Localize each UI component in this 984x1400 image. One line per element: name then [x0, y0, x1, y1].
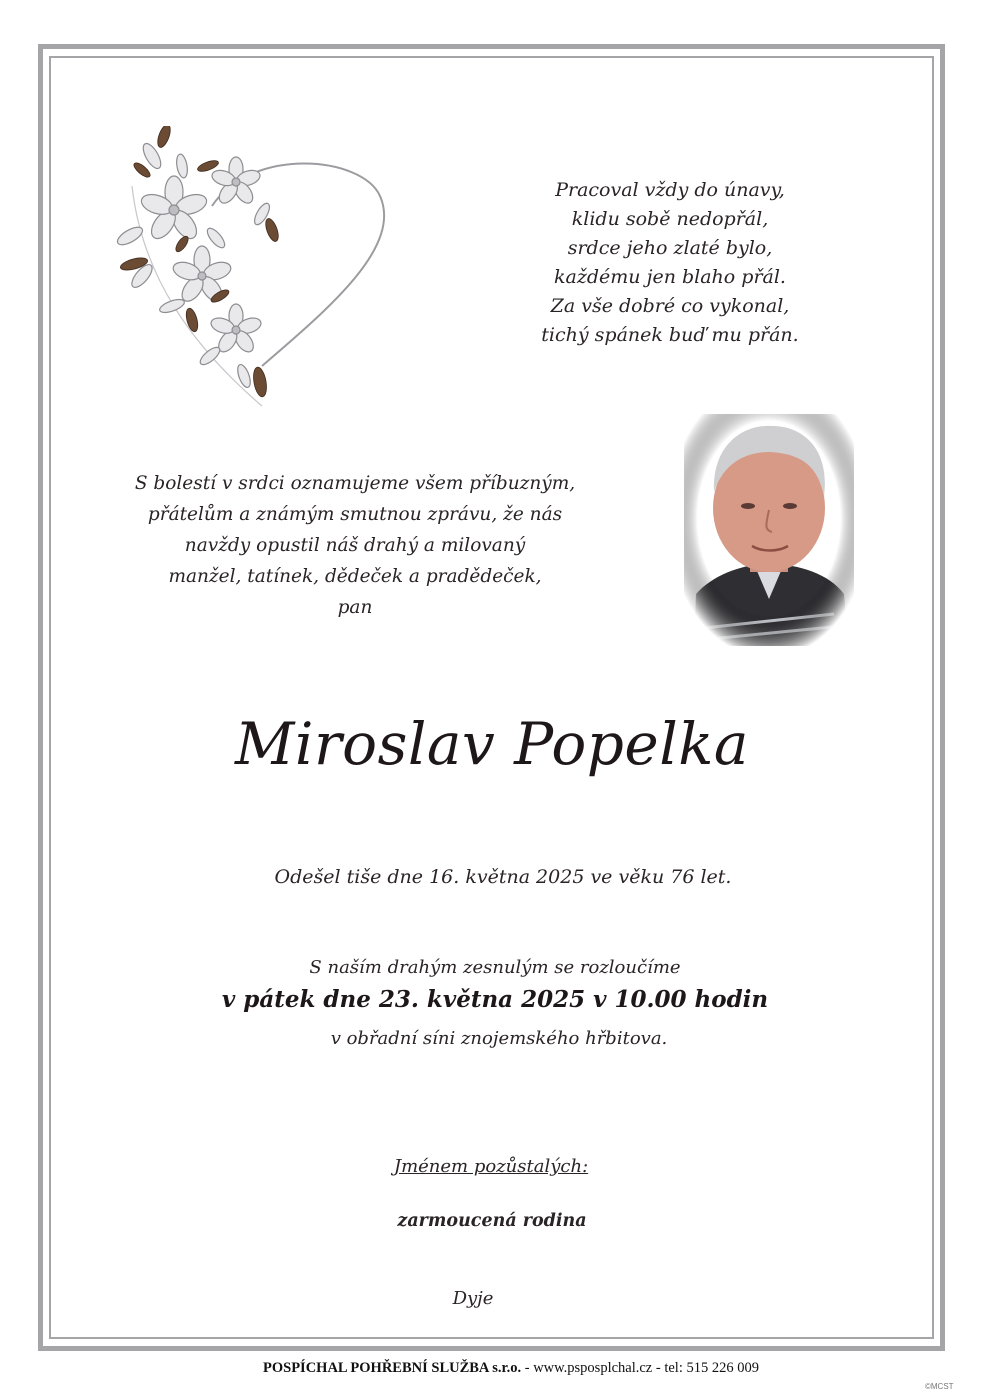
- announcement-text: [130, 468, 580, 623]
- verse-line: Pracoval vždy do únavy,: [555, 179, 785, 201]
- verse-line: klidu sobě nedopřál,: [571, 208, 769, 230]
- verse-line: srdce jeho zlaté bylo,: [567, 237, 773, 259]
- footer: [0, 1360, 984, 1377]
- corner-mark: ©MCST: [925, 1382, 954, 1391]
- announcement-line: pan: [337, 597, 373, 618]
- family-label: zarmoucená rodina: [397, 1211, 587, 1231]
- farewell-date-time: v pátek dne 23. května 2025 v 10.00 hodin: [221, 986, 769, 1013]
- heart-flowers-ornament-icon: [112, 126, 392, 411]
- verse-line: každému jen blaho přál.: [554, 266, 786, 288]
- town-name: Dyje: [452, 1288, 494, 1309]
- verse-line: Za vše dobré co vykonal,: [550, 295, 790, 317]
- announcement-line: navždy opustil náš drahý a milovaný: [184, 535, 526, 556]
- passed-away-text: Odešel tiše dne 16. května 2025 ve věku 76 let.: [274, 866, 732, 888]
- verse-line: tichý spánek buď mu přán.: [541, 324, 799, 346]
- announcement-line: manžel, tatínek, dědeček a pradědeček,: [168, 566, 542, 587]
- deceased-name: Miroslav Popelka: [235, 710, 749, 778]
- farewell-intro: S naším drahým zesnulým se rozloučíme: [309, 957, 681, 978]
- announcement-line: přátelům a známým smutnou zprávu, že nás: [147, 504, 563, 525]
- on-behalf-label: Jménem pozůstalých:: [393, 1156, 589, 1177]
- footer-website: - www.psposplchal.cz -: [521, 1360, 665, 1376]
- footer-company: POSPÍCHAL POHŘEBNÍ SLUŽBA s.r.o.: [263, 1360, 522, 1376]
- memorial-verse: [510, 176, 830, 350]
- portrait-photo: [684, 414, 854, 646]
- farewell-place: v obřadní síni znojemského hřbitova.: [330, 1028, 668, 1049]
- footer-phone: tel: 515 226 009: [664, 1360, 759, 1376]
- announcement-line: S bolestí v srdci oznamujeme všem příbuzným,: [134, 473, 576, 494]
